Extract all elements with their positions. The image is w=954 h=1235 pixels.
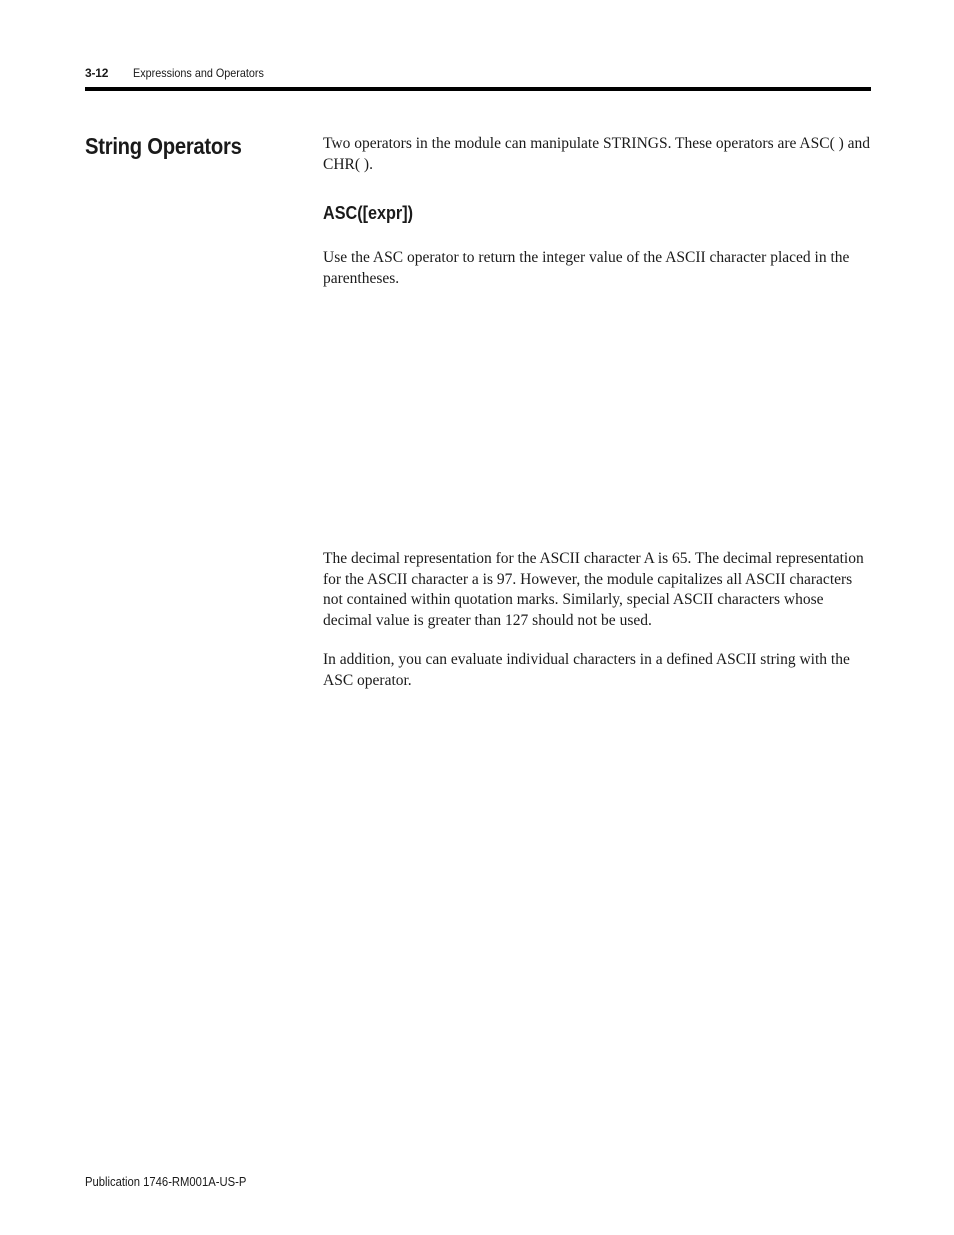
decimal-paragraph: The decimal representation for the ASCII character A is 65. The decimal representation for the ASCII character a is 97. However, the module capitalizes all ASCII characters not contained within quotation marks. Similarly, special ASCII characters whose decimal value is greater than 127 should not be used.	[323, 550, 864, 629]
chapter-title: Expressions and Operators	[133, 66, 264, 80]
addition-paragraph: In addition, you can evaluate individual characters in a defined ASCII string with the ASC operator.	[323, 651, 850, 689]
page-number: 3-12	[85, 66, 109, 80]
asc-heading: ASC([expr])	[323, 203, 414, 223]
publication-footer: Publication 1746-RM001A-US-P	[85, 1175, 247, 1189]
intro-paragraph: Two operators in the module can manipulate STRINGS. These operators are ASC( ) and CHR( ).	[323, 135, 871, 173]
section-title: String Operators	[85, 133, 242, 159]
asc-description: Use the ASC operator to return the integer value of the ASCII character placed in the parentheses.	[323, 249, 850, 287]
header-rule	[85, 87, 871, 91]
